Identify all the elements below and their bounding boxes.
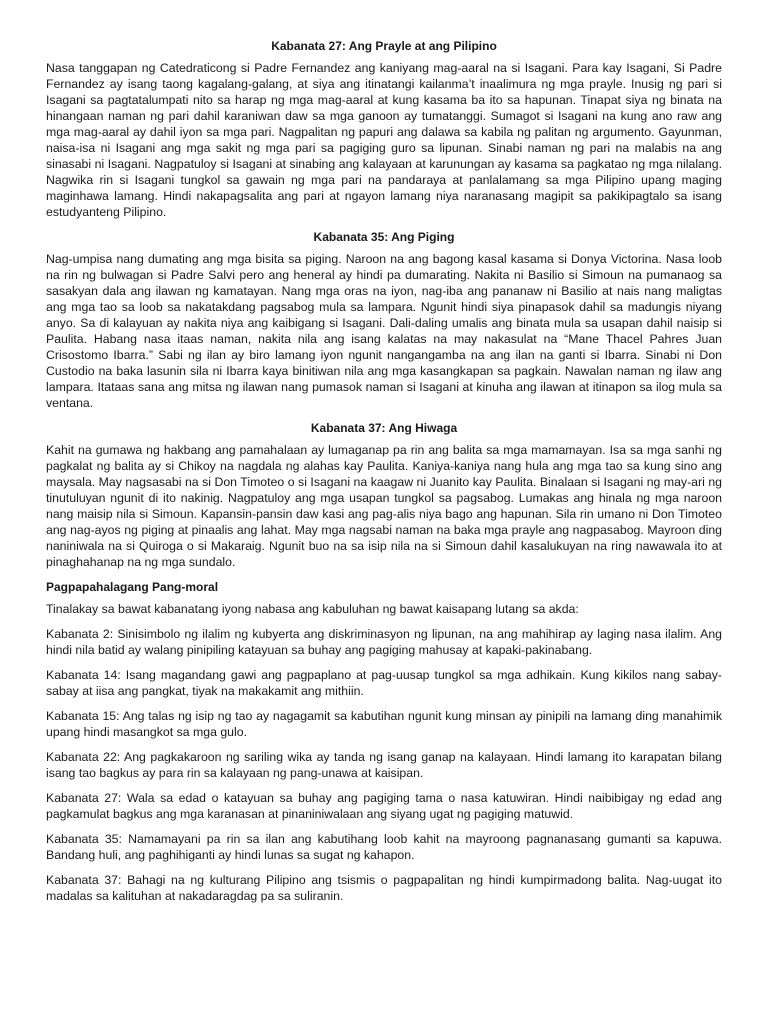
moral-section [46, 579, 722, 904]
section-title: Kabanata 37: Ang Hiwaga [310, 421, 458, 435]
moral-item: Kabanata 2: Sinisimbolo ng ilalim ng kubyerta ang diskriminasyon ng lipunan, na ang mahihirap ay laging nasa ilalim. Ang hindi nila batid ay walang pinipiling katayuan sa buhay ang pagiging mahusay at kapaki-pakinabang. [46, 627, 722, 657]
section-kabanata-27 [46, 38, 722, 220]
section-kabanata-35 [46, 229, 722, 411]
section-body: Kahit na gumawa ng hakbang ang pamahalaan ay lumaganap pa rin ang balita sa mga mamamayan. Isa sa mga sanhi ng pagkalat ng balita ay si Chikoy na nagdala ng alahas kay Paulita. Kaniya-kaniya nang hula ang mga tao sa kung sino ang maysala. May nagsasabi na si Don Timoteo o si Isagani na kaagaw ni Juanito kay Paulita. Binalaan si Isagani ng may-ari ng tinutuluyan ngunit di ito nakinig. Nagpatuloy ang mga usapan tungkol sa pagsabog. Lumakas ang hinala ng mga naroon nang maisip nila si Simoun. Kapansin-pansin daw kasi ang pag-alis niya bago ang hapunan. Sila rin umano ni Don Timoteo ang nag-ayos ng piging at pinaalis ang lahat. May mga nagsabi naman na baka mga prayle ang nagpasabog. Mayroon ding naniniwala na si Quiroga o si Makaraig. Ngunit buo na sa isip nila na si Simoun dahil kasalukuyan na ring nawawala ito at pinaghahanap na ng mga sundalo. [46, 443, 722, 569]
section-body: Nasa tanggapan ng Catedraticong si Padre Fernandez ang kaniyang mag-aaral na si Isagani. Para kay Isagani, Si Padre Fernandez ay isang taong kagalang-galang, at siya ang itinatangi kailanma’t inaalimura ng mga prayle. Inusig ng pari si Isagani sa pagtatalumpati nito sa harap ng mga mag-aaral at kung kasama ba ito sa hapunan. Tinapat siya ng binata na hinangaan naman ng pari dahil karaniwan daw sa mga ganoon ay tumatanggi. Sumagot si Isagani na kung ano raw ang mga mag-aaral ay dahil iyon sa mga pari. Nagpalitan ng papuri ang dalawa sa kabila ng palitan ng argumento. Gayunman, naisa-isa ni Isagani ang mga sakit ng mga pari sa pagiging guro sa lipunan. Sinabi naman ng pari na malabis na ang sinasabi ni Isagani. Nagpatuloy si Isagani at sinabing ang kalayaan at karunungan ay kasama sa pagkatao ng mga nilalang. Nagwika rin si Isagani tungkol sa gawain ng mga pari na pandaraya at panlalamang sa mga Pilipino upang maging maginhawa lamang. Hindi nakapagsalita ang pari at ngayon lamang niya naranasang magipit sa pakikipagtalo sa isang estudyanteng Pilipino. [46, 61, 722, 219]
moral-item: Kabanata 14: Isang magandang gawi ang pagpaplano at pag-uusap tungkol sa mga adhikain. Kung kikilos nang sabay-sabay at iisa ang pangkat, tiyak na makakamit ang mithiin. [46, 668, 722, 698]
moral-item: Kabanata 35: Namamayani pa rin sa ilan ang kabutihang loob kahit na mayroong pagnanasang gumanti sa kapuwa. Bandang huli, ang paghihiganti ay hindi lunas sa sugat ng kahapon. [46, 832, 722, 862]
section-title: Kabanata 27: Ang Prayle at ang Pilipino [271, 39, 497, 53]
section-title: Kabanata 35: Ang Piging [313, 230, 455, 244]
moral-heading: Pagpapahalagang Pang-moral [46, 580, 219, 594]
moral-intro: Tinalakay sa bawat kabanatang iyong nabasa ang kabuluhan ng bawat kaisapang lutang sa akda: [46, 602, 579, 616]
section-kabanata-37 [46, 420, 722, 570]
moral-item: Kabanata 22: Ang pagkakaroon ng sariling wika ay tanda ng isang ganap na kalayaan. Hindi lamang ito karapatan bilang isang tao bagkus ay para rin sa kalayaan ng pang-unawa at kaisipan. [46, 750, 722, 780]
moral-item: Kabanata 37: Bahagi na ng kulturang Pilipino ang tsismis o pagpapalitan ng hindi kumpirmadong balita. Nag-uugat ito madalas sa kalituhan at nakadaragdag pa sa suliranin. [46, 873, 722, 903]
moral-list [46, 626, 722, 904]
moral-item: Kabanata 27: Wala sa edad o katayuan sa buhay ang pagiging tama o nasa katuwiran. Hindi naibibigay ng edad ang pagkamulat bagkus ang mga karanasan at pinaniniwalaan ang siyang ugat ng pagiging matuwid. [46, 791, 722, 821]
section-body: Nag-umpisa nang dumating ang mga bisita sa piging. Naroon na ang bagong kasal kasama si Donya Victorina. Nasa loob na rin ng bulwagan si Padre Salvi pero ang heneral ay hindi pa dumarating. Nakita ni Basilio si Simoun na pumanaog sa sasakyan dala ang ilawan ng kamatayan. Nang mga oras na iyon, nag-iba ang pananaw ni Basilio at nais nang maligtas ang mga tao sa loob sa nakatakdang pagsabog mula sa lampara. Ngunit hindi siya pinapasok dahil sa madungis niyang anyo. Sa di kalayuan ay nakita niya ang kaibigang si Isagani. Dali-daling umalis ang binata mula sa usapan dahil naisip si Paulita. Habang nasa itaas naman, nakita nila ang isang kalatas na may nakasulat na “Mane Thacel Pahres Juan Crisostomo Ibarra.” Sabi ng ilan ay biro lamang iyon ngunit nangangamba na ang ilan na ganti si Ibarra. Sinabi ni Don Custodio na baka lasunin sila ni Ibarra kaya binitiwan nila ang mga kasangkapan sa pagkain. Nawalan naman ng ilaw ang lampara. Itataas sana ang mitsa ng ilawan nang pumasok naman si Isagani at kinuha ang ilawan at itinapon sa ilog mula sa ventana. [46, 252, 722, 410]
moral-item: Kabanata 15: Ang talas ng isip ng tao ay nagagamit sa kabutihan ngunit kung minsan ay pinipili na lamang ding manahimik upang hindi masangkot sa mga gulo. [46, 709, 722, 739]
